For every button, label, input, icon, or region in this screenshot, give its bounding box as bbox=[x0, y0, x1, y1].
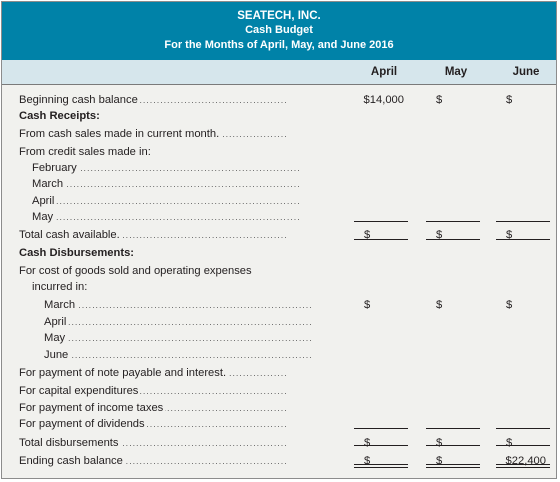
row-label-text: May bbox=[44, 332, 66, 344]
cell-value: $ bbox=[364, 437, 371, 449]
cell-value: $ bbox=[506, 299, 513, 311]
cell-june bbox=[496, 297, 552, 314]
cell-may bbox=[426, 435, 482, 452]
row-label-text: From credit sales made in: bbox=[19, 146, 151, 158]
row-label bbox=[44, 330, 328, 347]
double-underline-ending-april bbox=[354, 464, 408, 468]
cell-value: $ bbox=[436, 455, 443, 467]
row-label bbox=[19, 435, 328, 452]
row-label bbox=[19, 144, 328, 161]
budget-row bbox=[2, 400, 556, 417]
row-label-text: From cash sales made in current month. bbox=[19, 128, 220, 140]
row-label-text: May bbox=[32, 211, 54, 223]
row-label bbox=[19, 126, 328, 143]
row-label bbox=[32, 209, 328, 226]
underline-ending-may-top bbox=[426, 445, 480, 446]
cell-value: $ bbox=[364, 455, 371, 467]
cell-april bbox=[354, 435, 410, 452]
cash-budget-frame bbox=[1, 1, 557, 479]
row-label-text: June bbox=[44, 349, 69, 361]
budget-row bbox=[2, 144, 556, 161]
row-label bbox=[19, 365, 328, 382]
budget-row bbox=[2, 209, 556, 226]
row-label-text: For payment of dividends bbox=[19, 418, 145, 430]
cell-value: $ bbox=[364, 229, 371, 241]
row-label-text: For cost of goods sold and operating expenses bbox=[19, 265, 252, 277]
underline-total-disb-june bbox=[496, 428, 550, 429]
underline-total-cash-june-bottom bbox=[496, 239, 550, 240]
cell-value: $ bbox=[436, 229, 443, 241]
underline-total-cash-may-bottom bbox=[426, 239, 480, 240]
cell-value: $ bbox=[436, 437, 443, 449]
cell-may bbox=[426, 227, 482, 244]
budget-row bbox=[2, 279, 556, 296]
underline-total-disb-may bbox=[426, 428, 480, 429]
row-label bbox=[44, 314, 328, 331]
row-label bbox=[19, 453, 328, 470]
underline-ending-april-top bbox=[354, 445, 408, 446]
column-header-may: May bbox=[444, 66, 468, 78]
row-label-text: For capital expenditures bbox=[19, 385, 139, 397]
budget-row bbox=[2, 347, 556, 364]
cell-june bbox=[496, 227, 552, 244]
cell-value: $ bbox=[506, 94, 513, 106]
cell-value: $ bbox=[506, 229, 513, 241]
row-label-text: For payment of income taxes bbox=[19, 402, 164, 414]
budget-row bbox=[2, 263, 556, 280]
cell-june bbox=[496, 435, 552, 452]
row-label bbox=[44, 297, 328, 314]
budget-row bbox=[2, 193, 556, 210]
row-label-text: Total cash available. bbox=[19, 229, 120, 241]
row-label-text: Ending cash balance bbox=[19, 455, 123, 467]
row-label bbox=[19, 245, 328, 262]
double-underline-ending-june bbox=[496, 464, 550, 468]
budget-row bbox=[2, 245, 556, 262]
row-label-text: March bbox=[44, 299, 76, 311]
budget-row bbox=[2, 297, 556, 314]
cell-value: $22,400 bbox=[505, 455, 546, 467]
row-label-text: incurred in: bbox=[32, 281, 88, 293]
budget-row bbox=[2, 160, 556, 177]
row-label-text: April bbox=[32, 195, 55, 207]
budget-row bbox=[2, 314, 556, 331]
underline-total-cash-april bbox=[354, 221, 408, 222]
underline-total-cash-may bbox=[426, 221, 480, 222]
budget-row bbox=[2, 416, 556, 433]
cell-value: $ bbox=[364, 299, 371, 311]
row-label bbox=[19, 400, 328, 417]
cell-april bbox=[354, 227, 410, 244]
cell-value: $14,000 bbox=[363, 94, 404, 106]
cell-june bbox=[496, 92, 552, 109]
row-label-text: March bbox=[32, 178, 64, 190]
row-label bbox=[19, 416, 328, 433]
row-label bbox=[32, 279, 328, 296]
row-label-text: For payment of note payable and interest. bbox=[19, 367, 227, 379]
column-header-april: April bbox=[370, 66, 398, 78]
statement-title: Cash Budget bbox=[245, 24, 313, 36]
budget-row bbox=[2, 383, 556, 400]
budget-row bbox=[2, 176, 556, 193]
budget-row bbox=[2, 92, 556, 109]
row-label bbox=[19, 383, 328, 400]
cell-may bbox=[426, 297, 482, 314]
row-label bbox=[32, 176, 328, 193]
underline-ending-june-top bbox=[496, 445, 550, 446]
row-label-text: April bbox=[44, 316, 67, 328]
budget-row bbox=[2, 126, 556, 143]
underline-total-disb-april bbox=[354, 428, 408, 429]
row-label-text: Cash Receipts: bbox=[19, 110, 100, 122]
row-label bbox=[19, 227, 328, 244]
cell-value: $ bbox=[436, 299, 443, 311]
row-label-text: February bbox=[32, 162, 77, 174]
budget-row bbox=[2, 330, 556, 347]
cell-april bbox=[354, 92, 410, 109]
row-label bbox=[44, 347, 328, 364]
row-label bbox=[19, 92, 328, 109]
budget-row bbox=[2, 108, 556, 125]
row-label bbox=[32, 193, 328, 210]
budget-row bbox=[2, 365, 556, 382]
cell-value: $ bbox=[506, 437, 513, 449]
budget-row bbox=[2, 227, 556, 244]
company-name: SEATECH, INC. bbox=[237, 10, 321, 22]
underline-total-cash-april-bottom bbox=[354, 239, 408, 240]
cell-april bbox=[354, 297, 410, 314]
double-underline-ending-may bbox=[426, 464, 480, 468]
row-label-text: Cash Disbursements: bbox=[19, 247, 135, 259]
cell-value: $ bbox=[436, 94, 443, 106]
cell-may bbox=[426, 92, 482, 109]
row-label bbox=[32, 160, 328, 177]
column-header-june: June bbox=[512, 66, 540, 78]
budget-row bbox=[2, 435, 556, 452]
row-label bbox=[19, 263, 328, 280]
row-label bbox=[19, 108, 328, 125]
row-label-text: Total disbursements bbox=[19, 437, 119, 449]
row-label-text: Beginning cash balance bbox=[19, 94, 138, 106]
underline-total-cash-june bbox=[496, 221, 550, 222]
statement-period: For the Months of April, May, and June 2016 bbox=[164, 39, 394, 51]
budget-header bbox=[2, 2, 556, 60]
